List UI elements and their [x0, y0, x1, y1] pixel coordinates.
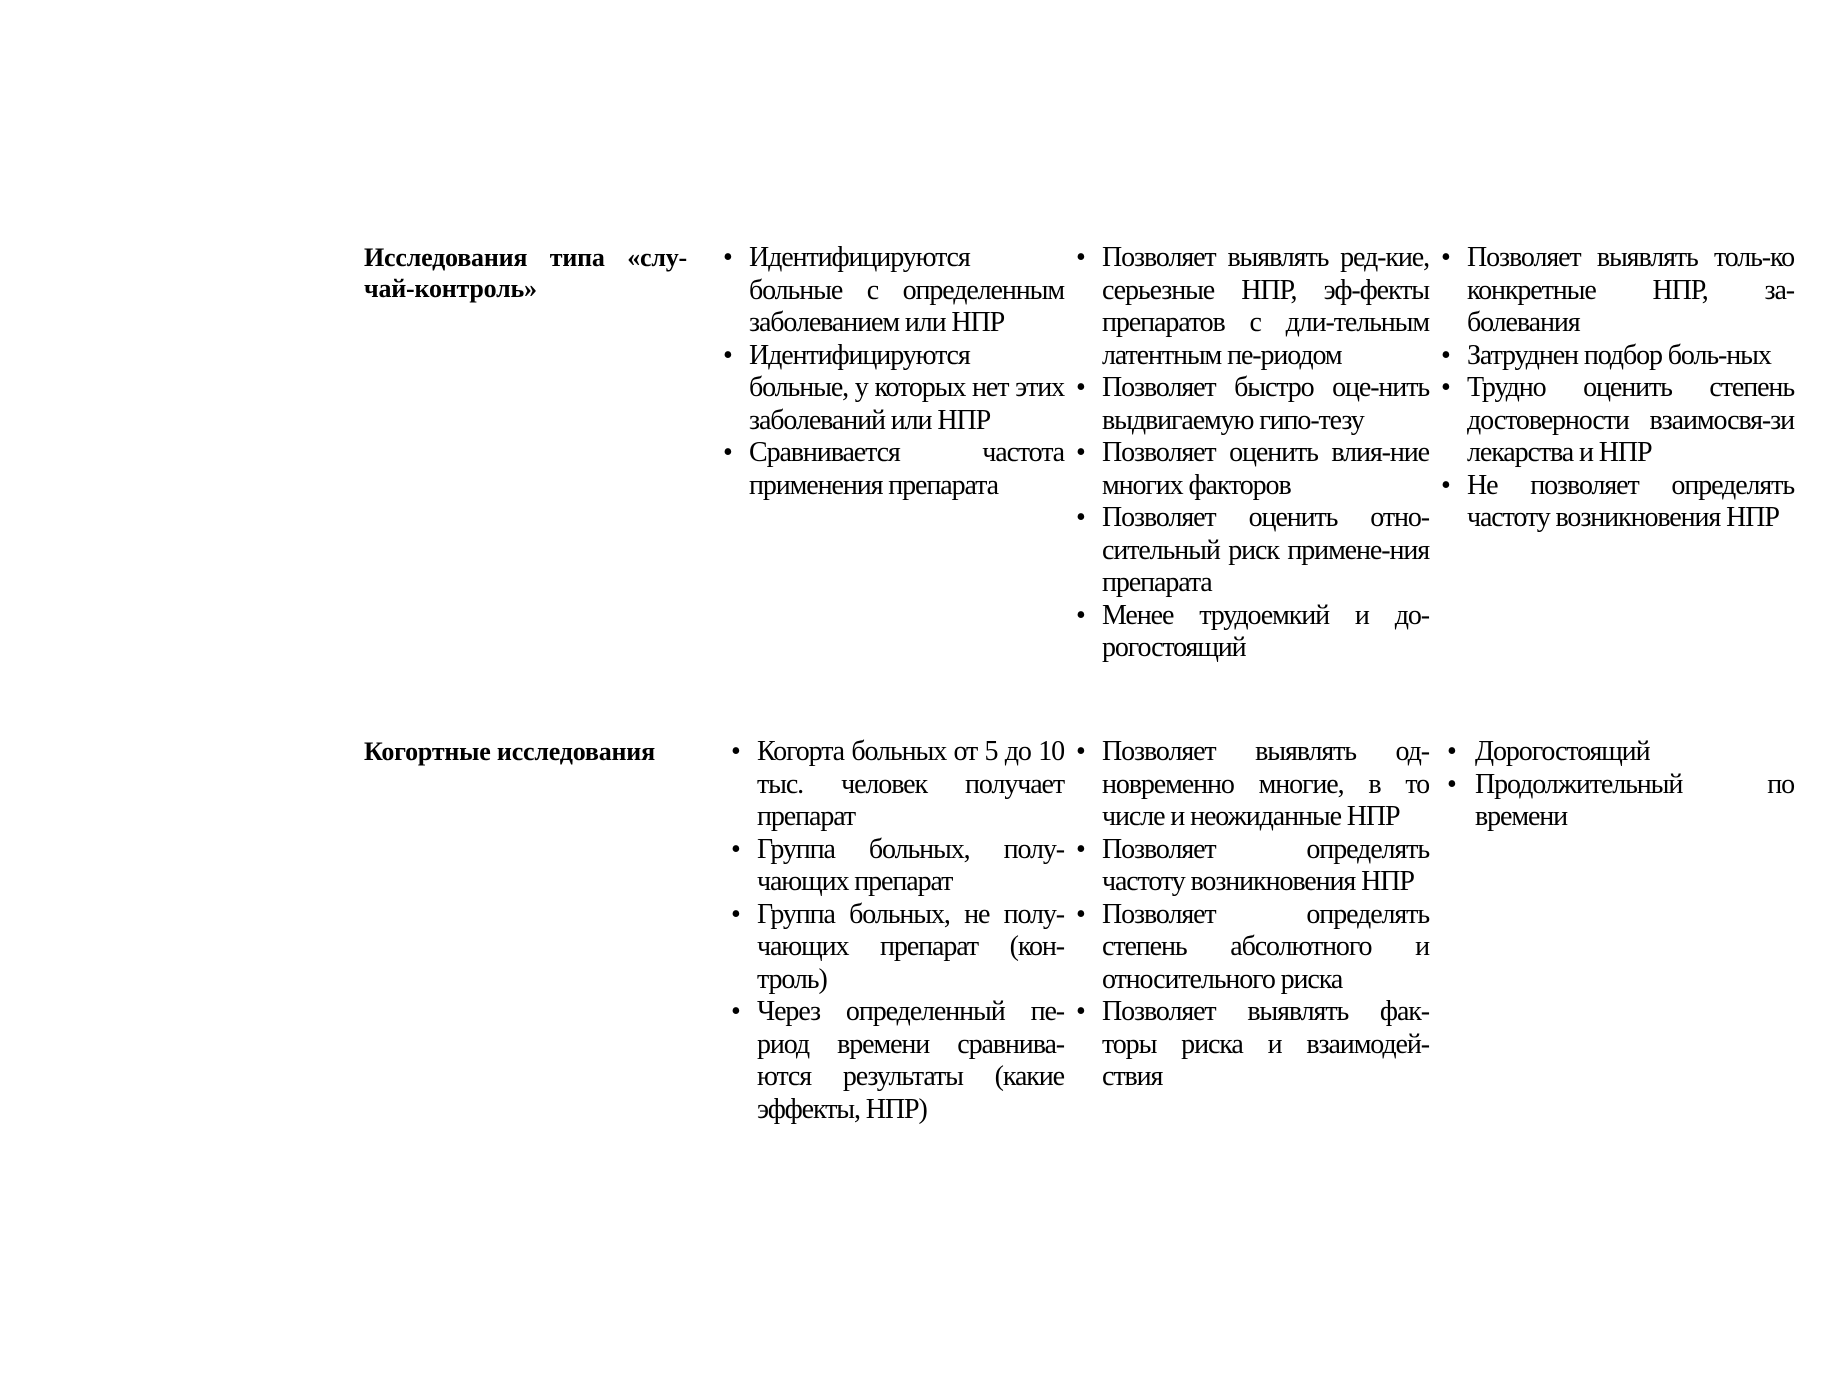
- description-column: [699, 242, 1064, 502]
- list-item: • Продолжительный по времени: [1447, 769, 1794, 834]
- advantages-column: [1064, 736, 1429, 1094]
- list-item: • Трудно оценить степень достоверности взаимосвя-зи лекарства и НПР: [1441, 372, 1794, 470]
- list-item: • Позволяет определять степень абсолютного и относительного риска: [1076, 899, 1429, 997]
- list-item: • Затруднен подбор боль-ных: [1441, 340, 1794, 373]
- bullet-list: [1076, 242, 1429, 665]
- list-item: • Сравнивается частота применения препарата: [723, 437, 1064, 502]
- row-title: Исследования типа «слу-чай-контроль»: [364, 243, 687, 303]
- bullet-list: [1447, 736, 1794, 834]
- list-item: • Позволяет быстро оце-нить выдвигаемую гипо-тезу: [1076, 372, 1429, 437]
- disadvantages-column: [1429, 242, 1794, 535]
- list-item: • Позволяет определять частоту возникновения НПР: [1076, 834, 1429, 899]
- list-item: • Менее трудоемкий и до-рогостоящий: [1076, 600, 1429, 665]
- list-item: • Когорта больных от 5 до 10 тыс. человек получает препарат: [731, 736, 1064, 834]
- list-item: • Группа больных, не полу-чающих препарат (кон-троль): [731, 899, 1064, 997]
- bullet-list: [1076, 736, 1429, 1094]
- disadvantages-column: [1429, 736, 1794, 834]
- description-column: [699, 736, 1064, 1126]
- advantages-column: [1064, 242, 1429, 665]
- list-item: • Позволяет выявлять од-новременно многие, в то числе и неожиданные НПР: [1076, 736, 1429, 834]
- list-item: • Идентифицируются больные с определенным заболеванием или НПР: [723, 242, 1064, 340]
- list-item: • Группа больных, полу-чающих препарат: [731, 834, 1064, 899]
- list-item: • Позволяет выявлять фак-торы риска и взаимодей-ствия: [1076, 996, 1429, 1094]
- list-item: • Идентифицируются больные, у которых нет этих заболеваний или НПР: [723, 340, 1064, 438]
- row-title: Когортные исследования: [364, 737, 655, 766]
- list-item: • Через определенный пе-риод времени сравнива-ются результаты (какие эффекты, НПР): [731, 996, 1064, 1126]
- list-item: • Позволяет выявлять толь-ко конкретные НПР, за-болевания: [1441, 242, 1794, 340]
- table-row-cohort: [364, 736, 1794, 1176]
- list-item: • Не позволяет определять частоту возникновения НПР: [1441, 470, 1794, 535]
- bullet-list: [1441, 242, 1794, 535]
- bullet-list: [723, 242, 1064, 502]
- study-types-table: [364, 242, 1794, 1176]
- list-item: • Дорогостоящий: [1447, 736, 1794, 769]
- table-row-case-control: [364, 242, 1794, 736]
- list-item: • Позволяет выявлять ред-кие, серьезные НПР, эф-фекты препаратов с дли-тельным латентным пе-риодом: [1076, 242, 1429, 372]
- list-item: • Позволяет оценить влия-ние многих факторов: [1076, 437, 1429, 502]
- list-item: • Позволяет оценить отно-сительный риск примене-ния препарата: [1076, 502, 1429, 600]
- bullet-list: [731, 736, 1064, 1126]
